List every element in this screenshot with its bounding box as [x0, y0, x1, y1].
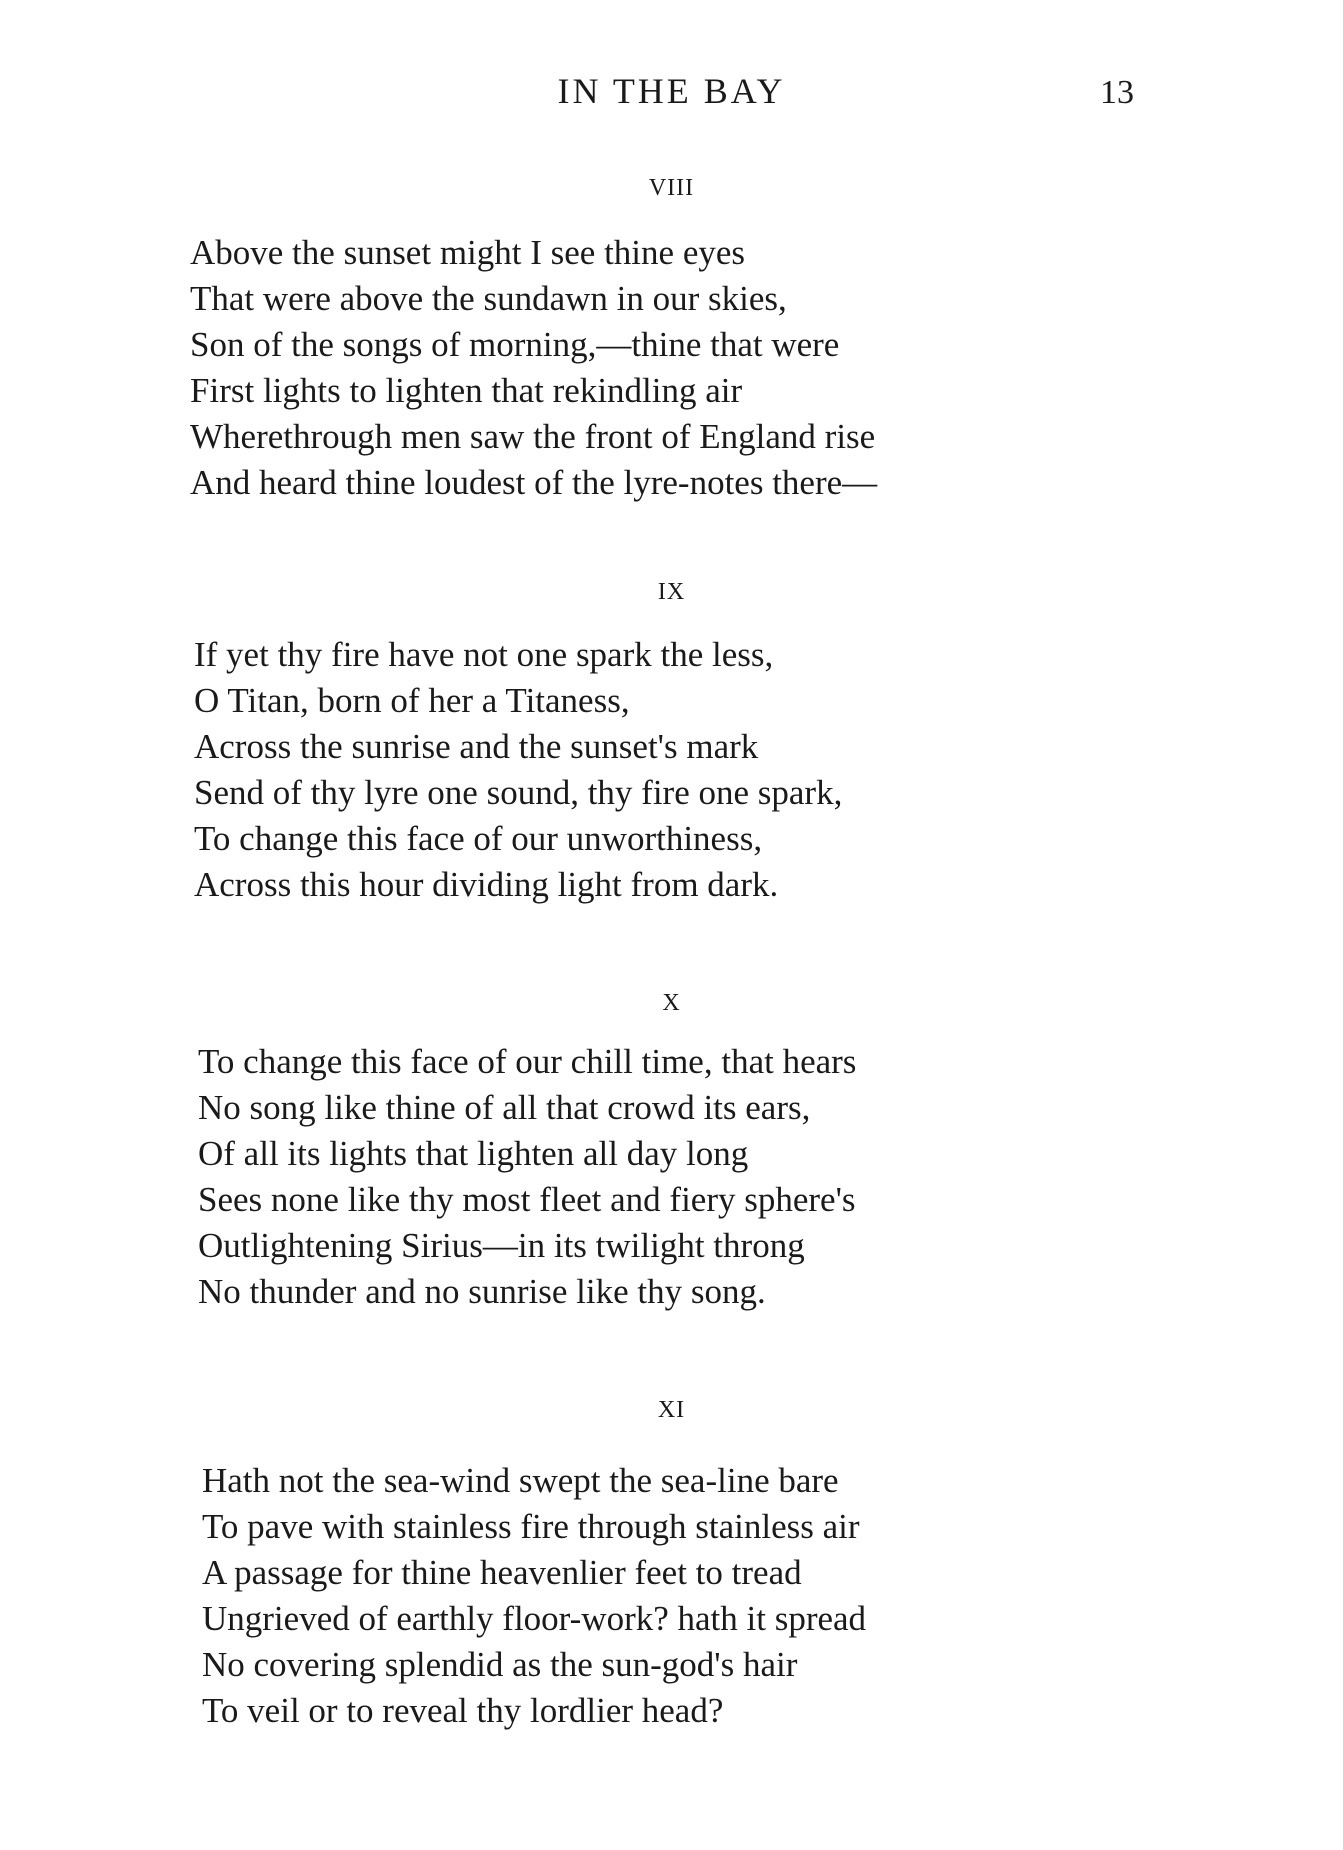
verse-line: Ungrieved of earthly floor-work? hath it spread: [202, 1599, 867, 1638]
verse-line: O Titan, born of her a Titaness,: [194, 681, 630, 720]
verse-line: No covering splendid as the sun-god's hair: [202, 1645, 798, 1684]
page-number: 13: [1100, 74, 1134, 111]
verse-line: Son of the songs of morning,—thine that were: [190, 325, 840, 364]
verse-line: To pave with stainless fire through stainless air: [202, 1507, 860, 1546]
verse-line: Hath not the sea-wind swept the sea-line bare: [202, 1461, 839, 1500]
verse-line: Above the sunset might I see thine eyes: [190, 233, 746, 272]
running-head: [0, 70, 1343, 120]
verse-line: Sees none like thy most fleet and fiery sphere's: [198, 1180, 856, 1219]
stanza-xi: [0, 1390, 1343, 1730]
verse-line: Across this hour dividing light from dark.: [194, 865, 779, 904]
stanza-numeral: VIII: [648, 175, 695, 201]
verse-line: That were above the sundawn in our skies,: [190, 279, 787, 318]
verse-line: No thunder and no sunrise like thy song.: [198, 1272, 766, 1311]
stanza-ix: [0, 572, 1343, 904]
verse-line: A passage for thine heavenlier feet to tread: [202, 1553, 802, 1592]
stanza-lines: [198, 1039, 856, 1315]
stanza-numeral: X: [662, 990, 681, 1016]
verse-line: First lights to lighten that rekindling air: [190, 371, 743, 410]
verse-line: To veil or to reveal thy lordlier head?: [202, 1691, 724, 1730]
verse-line: To change this face of our unworthiness,: [194, 819, 763, 858]
stanza-lines: [194, 632, 842, 908]
verse-line: Wherethrough men saw the front of England rise: [190, 417, 876, 456]
verse-line: Send of thy lyre one sound, thy fire one spark,: [194, 773, 843, 812]
verse-line: Of all its lights that lighten all day long: [198, 1134, 749, 1173]
verse-line: To change this face of our chill time, that hears: [198, 1042, 857, 1081]
running-title: IN THE BAY: [557, 71, 786, 111]
verse-line: If yet thy fire have not one spark the less,: [194, 635, 774, 674]
stanza-lines: [190, 230, 877, 506]
stanza-lines: [202, 1458, 866, 1734]
verse-line: And heard thine loudest of the lyre-notes there—: [190, 463, 878, 502]
stanza-numeral: XI: [657, 1397, 686, 1423]
verse-line: Outlightening Sirius—in its twilight throng: [198, 1226, 805, 1265]
verse-line: Across the sunrise and the sunset's mark: [194, 727, 759, 766]
stanza-viii: [0, 168, 1343, 502]
verse-line: No song like thine of all that crowd its ears,: [198, 1088, 811, 1127]
stanza-x: [0, 983, 1343, 1311]
stanza-numeral: IX: [657, 579, 686, 605]
